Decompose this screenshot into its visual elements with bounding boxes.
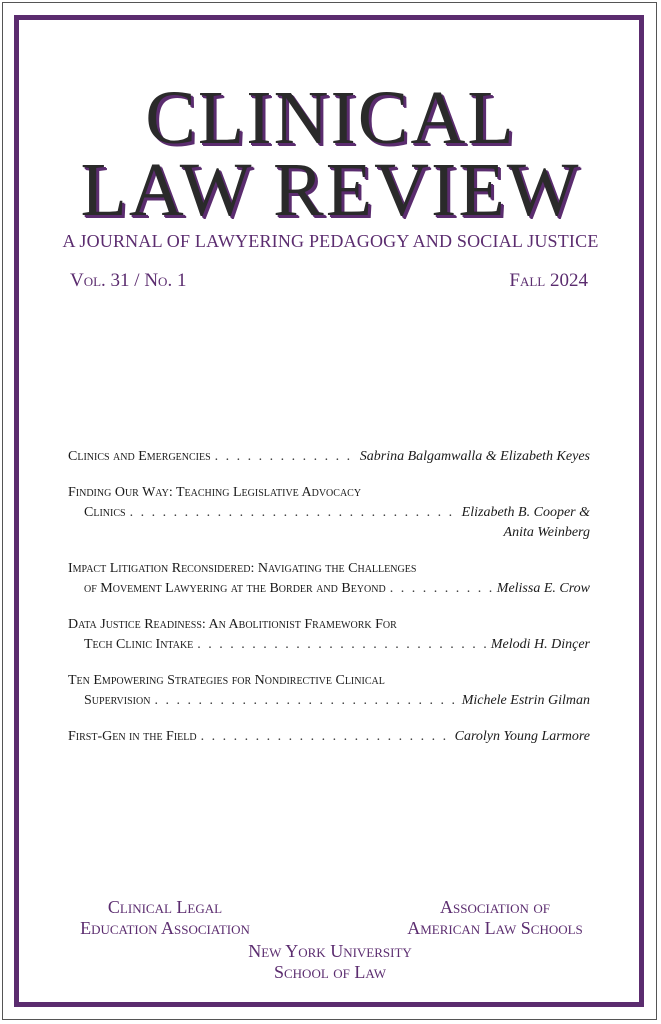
sponsor-clea [60, 897, 270, 939]
sponsor-aals [385, 897, 605, 939]
article-title: Finding Our Way: Teaching Legislative Advocacy [68, 485, 362, 500]
journal-title-line2: LAW REVIEW [80, 148, 581, 232]
sponsor-name-line1: Clinical Legal [107, 897, 223, 917]
sponsor-name-line2: American Law Schools [407, 918, 583, 938]
toc-entry [68, 483, 590, 543]
article-title-cont: Supervision [84, 693, 151, 708]
volume-number: Vol. 31 / No. 1 [70, 270, 187, 291]
table-of-contents [68, 447, 590, 763]
article-title: Impact Litigation Reconsidered: Navigating the Challenges [68, 561, 417, 576]
article-author: Melodi H. Dinçer [490, 637, 590, 652]
sponsor-name-line2: Education Association [80, 918, 250, 938]
journal-title-line1: CLINICAL [145, 76, 516, 160]
article-title: First-Gen in the Field [68, 729, 197, 744]
toc-entry [68, 727, 590, 747]
article-title: Data Justice Readiness: An Abolitionist Framework For [68, 617, 397, 632]
leader-dots [154, 691, 457, 711]
article-author: Elizabeth B. Cooper & [461, 505, 590, 520]
toc-entry [68, 559, 590, 599]
sponsor-nyu [200, 941, 460, 983]
toc-entry [68, 615, 590, 655]
sponsor-name-line2: School of Law [273, 962, 387, 982]
article-author: Sabrina Balgamwalla & Elizabeth Keyes [359, 449, 590, 464]
leader-dots [215, 447, 356, 467]
article-author: Carolyn Young Larmore [454, 729, 590, 744]
journal-subtitle: A JOURNAL OF LAWYERING PEDAGOGY AND SOCIAL JUSTICE [62, 231, 599, 251]
leader-dots [390, 579, 493, 599]
toc-entry [68, 671, 590, 711]
article-title-cont: Clinics [84, 505, 126, 520]
leader-dots [197, 635, 487, 655]
issue-season: Fall 2024 [509, 270, 588, 291]
toc-entry [68, 447, 590, 467]
article-title: Clinics and Emergencies [68, 449, 211, 464]
sponsor-name-line1: New York University [248, 941, 412, 961]
article-title-cont: of Movement Lawyering at the Border and Beyond [84, 581, 386, 596]
article-author-cont: Anita Weinberg [503, 525, 590, 540]
article-title-cont: Tech Clinic Intake [84, 637, 194, 652]
sponsor-name-line1: Association of [440, 897, 550, 917]
leader-dots [130, 503, 458, 523]
article-title: Ten Empowering Strategies for Nondirective Clinical [68, 673, 385, 688]
article-author: Michele Estrin Gilman [461, 693, 590, 708]
leader-dots [201, 727, 451, 747]
article-author: Melissa E. Crow [496, 581, 590, 596]
